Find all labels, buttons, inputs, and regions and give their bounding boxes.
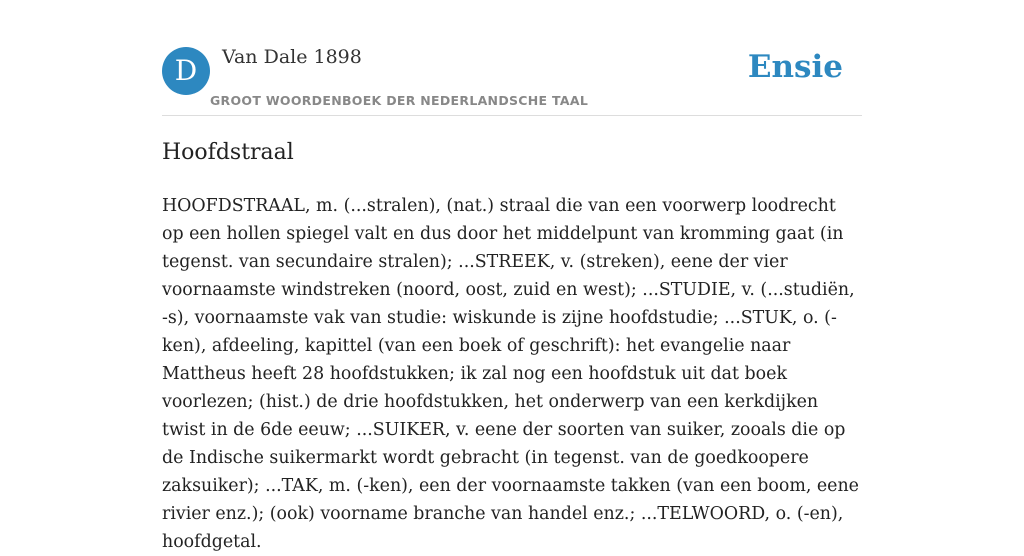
brand-logo[interactable]: Ensie: [747, 49, 843, 85]
entry-definition: HOOFDSTRAAL, m. (...stralen), (nat.) straal die van een voorwerp loodrecht op een hollen spiegel valt en dus door het middelpunt van kromming gaat (in tegenst. van secundaire stralen); ...STREEK, v. (streken), eene der vier voornaamste windstreken (noord, oost, zuid en west); ...STUDIE, v. (...studiën, -s), voornaamste vak van studie: wiskunde is zijne hoofdstudie; ...STUK, o. (-ken), afdeeling, kapittel (van een boek of geschrift): het evangelie naar Mattheus heeft 28 hoofdstukken; ik zal nog een hoofdstuk uit dat boek voorlezen; (hist.) de drie hoofdstukken, het onderwerp van een kerkdijken twist in de 6de eeuw; ...SUIKER, v. eene der soorten van suiker, zooals die op de Indische suikermarkt wordt gebracht (in tegenst. van de goedkoopere zaksuiker); ...TAK, m. (-ken), een der voornaamste takken (van een boom, eene rivier enz.); (ook) voorname branche van handel enz.; ...TELWOORD, o. (-en), hoofdgetal.: [162, 196, 859, 552]
source-logo: D: [162, 47, 210, 95]
source-header: [162, 38, 862, 116]
source-subtitle: GROOT WOORDENBOEK DER NEDERLANDSCHE TAAL: [210, 93, 589, 108]
entry-title: Hoofdstraal: [162, 140, 294, 165]
source-title[interactable]: Van Dale 1898: [222, 46, 362, 68]
